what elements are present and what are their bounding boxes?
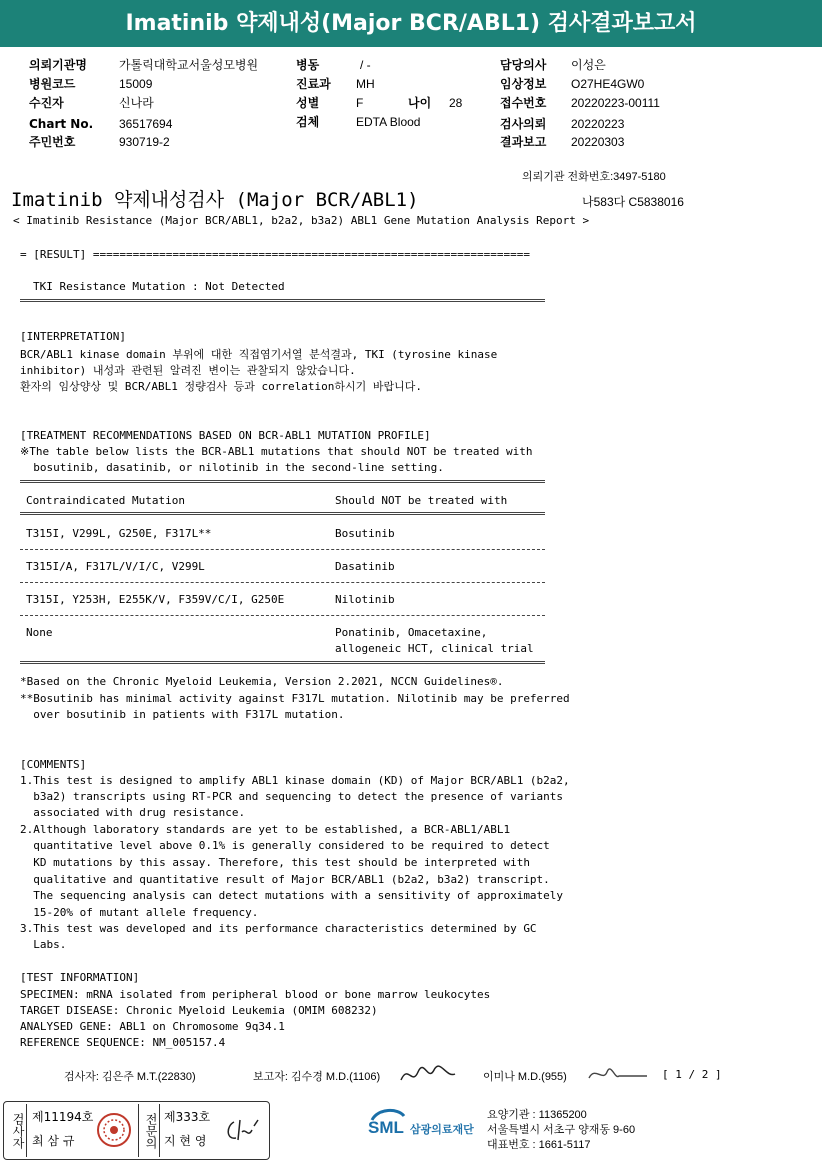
table-cell-mutation: T315I, Y253H, E255K/V, F359V/C/I, G250E (26, 593, 285, 606)
value-hospital-code: 15009 (119, 77, 153, 91)
treatment-note: bosutinib, dasatinib, or nilotinib in the second-line setting. (20, 461, 444, 474)
value-chart-no: 36517694 (119, 117, 173, 131)
interpretation-line: 환자의 임상양상 및 BCR/ABL1 정량검사 등과 correlation하시기 바랍니다. (20, 380, 422, 393)
comment-line: 15-20% of mutant allele frequency. (20, 906, 259, 919)
box-right-name: 지 현 영 (164, 1134, 207, 1148)
test-info-line: ANALYSED GENE: ABL1 on Chromosome 9q34.1 (20, 1020, 285, 1033)
treatment-heading: [TREATMENT RECOMMENDATIONS BASED ON BCR-ABL1 MUTATION PROFILE] (20, 429, 431, 442)
divider (20, 480, 545, 483)
divider (20, 582, 545, 583)
label-department: 진료과 (296, 77, 331, 91)
comment-line: associated with drug resistance. (20, 806, 246, 819)
value-patient: 신나라 (119, 96, 154, 110)
comment-line: quantitative level above 0.1% is generally considered to be required to detect (20, 839, 550, 852)
table-cell-drug: Nilotinib (335, 593, 395, 606)
interpretation-line: inhibitor) 내성과 관련된 알려진 변이는 관찰되지 않았습니다. (20, 364, 356, 377)
label-chart-no: Chart No. (29, 117, 94, 131)
value-age: 28 (449, 96, 463, 110)
value-specimen: EDTA Blood (356, 115, 421, 129)
value-institution: 가톨릭대학교서울성모병원 (119, 58, 259, 72)
divider (20, 512, 545, 515)
value-request-date: 20220223 (571, 117, 625, 131)
signature-scribble-icon (398, 1060, 458, 1088)
table-cell-drug: Dasatinib (335, 560, 395, 573)
value-ward: / - (360, 58, 371, 72)
report-banner-title: Imatinib 약제내성(Major BCR/ABL1) 검사결과보고서 (0, 0, 822, 47)
label-clinical-info: 임상정보 (500, 77, 547, 91)
box-left-name: 최 삼 규 (32, 1134, 75, 1148)
box-right-number: 제333호 (164, 1110, 211, 1124)
org-code: 요양기관 : 11365200 (487, 1109, 587, 1121)
comment-line: 1.This test is designed to amplify ABL1 kinase domain (KD) of Major BCR/ABL1 (b2a2, (20, 774, 570, 787)
value-resident-no: 930719-2 (119, 135, 170, 149)
label-ward: 병동 (296, 58, 320, 72)
comment-line: The sequencing analysis can detect mutations with a sensitivity of approximately (20, 889, 564, 902)
label-patient: 수진자 (29, 96, 64, 110)
value-doctor: 이성은 (571, 58, 606, 72)
report-subtitle: < Imatinib Resistance (Major BCR/ABL1, b2a2, b3a2) ABL1 Gene Mutation Analysis Report > (13, 214, 590, 227)
treatment-note: ※The table below lists the BCR-ABL1 mutations that should NOT be treated with (20, 445, 533, 458)
report-code: 나583다 C5838016 (582, 195, 684, 209)
value-receipt-no: 20220223-00111 (571, 96, 660, 110)
seal-stamp-icon (96, 1112, 132, 1148)
test-info-line: SPECIMEN: mRNA isolated from peripheral blood or bone marrow leukocytes (20, 988, 491, 1001)
comment-line: 3.This test was developed and its performance characteristics determined by GC (20, 922, 537, 935)
value-department: MH (356, 77, 375, 91)
divider (20, 615, 545, 616)
org-name: 삼광의료재단 (410, 1123, 474, 1136)
label-doctor: 담당의사 (500, 58, 547, 72)
org-tel: 대표번호 : 1661-5117 (487, 1139, 591, 1151)
comment-line: qualitative and quantitative result of Major BCR/ABL1 (b2a2, b3a2) transcript. (20, 873, 550, 886)
value-report-date: 20220303 (571, 135, 625, 149)
box-left-label: 검사자 (6, 1104, 27, 1157)
label-institution: 의뢰기관명 (29, 58, 87, 72)
table-cell-mutation: T315I, V299L, G250E, F317L** (26, 527, 212, 540)
test-info-line: REFERENCE SEQUENCE: NM_005157.4 (20, 1036, 226, 1049)
reporter2-signature: 이미나 M.D.(955) (483, 1071, 567, 1083)
comment-line: b3a2) transcripts using RT-PCR and sequencing to detect the presence of variants (20, 790, 564, 803)
tester-signature: 검사자: 김은주 M.T.(22830) (64, 1071, 196, 1083)
footnote: *Based on the Chronic Myeloid Leukemia, Version 2.2021, NCCN Guidelines®. (20, 675, 504, 688)
box-left-number: 제11194호 (32, 1110, 94, 1124)
institution-phone: 의뢰기관 전화번호:3497-5180 (522, 171, 666, 183)
comment-line: Labs. (20, 938, 67, 951)
label-hospital-code: 병원코드 (29, 77, 76, 91)
table-cell-drug: Bosutinib (335, 527, 395, 540)
interpretation-line: BCR/ABL1 kinase domain 부위에 대한 직접염기서열 분석결과, TKI (tyrosine kinase (20, 348, 498, 361)
signature-scribble-icon (224, 1116, 262, 1146)
table-cell-mutation: None (26, 626, 53, 639)
label-request-date: 검사의뢰 (500, 117, 547, 131)
divider (20, 661, 545, 664)
label-age: 나이 (408, 96, 432, 110)
value-clinical-info: O27HE4GW0 (571, 77, 645, 91)
result-text: TKI Resistance Mutation : Not Detected (33, 280, 285, 293)
result-heading: = [RESULT] ================================================================== (20, 248, 530, 261)
divider (20, 299, 545, 302)
box-right-label: 전문의 (138, 1104, 160, 1157)
footnote: over bosutinib in patients with F317L mutation. (20, 708, 345, 721)
page-indicator: [ 1 / 2 ] (662, 1068, 722, 1081)
label-resident-no: 주민번호 (29, 135, 76, 149)
signature-scribble-icon (585, 1062, 651, 1086)
interpretation-heading: [INTERPRETATION] (20, 330, 126, 343)
comment-line: 2.Although laboratory standards are yet to be established, a BCR-ABL1/ABL1 (20, 823, 511, 836)
label-specimen: 검체 (296, 115, 320, 129)
comment-line: KD mutations by this assay. Therefore, this test should be interpreted with (20, 856, 530, 869)
table-cell-drug-cont: allogeneic HCT, clinical trial (335, 642, 534, 655)
footnote: **Bosutinib has minimal activity against F317L mutation. Nilotinib may be preferred (20, 692, 570, 705)
test-info-line: TARGET DISEASE: Chronic Myeloid Leukemia (OMIM 608232) (20, 1004, 378, 1017)
label-report-date: 결과보고 (500, 135, 547, 149)
divider (20, 549, 545, 550)
value-sex: F (356, 96, 364, 110)
table-cell-mutation: T315I/A, F317L/V/I/C, V299L (26, 560, 205, 573)
label-receipt-no: 접수번호 (500, 96, 547, 110)
column-header-mutation: Contraindicated Mutation (26, 494, 185, 507)
org-info (487, 1108, 635, 1153)
report-title: Imatinib 약제내성검사 (Major BCR/ABL1) (11, 189, 419, 211)
sml-logo-text: SML (368, 1118, 404, 1137)
certification-box (3, 1101, 270, 1160)
comments-heading: [COMMENTS] (20, 758, 87, 771)
label-sex: 성별 (296, 96, 320, 110)
table-cell-drug: Ponatinib, Omacetaxine, (335, 626, 488, 639)
column-header-drug: Should NOT be treated with (335, 494, 508, 507)
reporter-signature: 보고자: 김수경 M.D.(1106) (253, 1071, 381, 1083)
test-info-heading: [TEST INFORMATION] (20, 971, 140, 984)
org-address: 서울특별시 서초구 양재동 9-60 (487, 1124, 636, 1136)
